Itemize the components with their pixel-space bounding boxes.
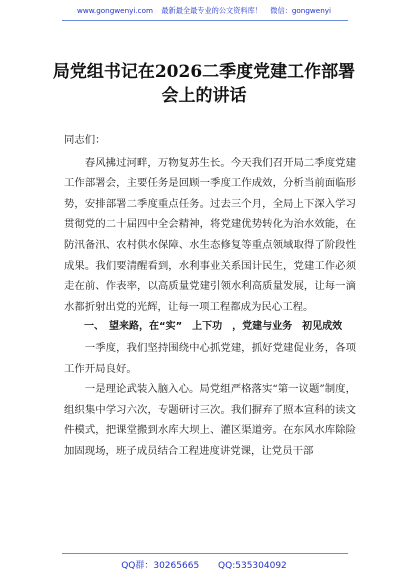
footer-qq-contact: QQ:535304092: [218, 561, 287, 571]
header-divider: [62, 20, 348, 21]
header-website-link[interactable]: www.gongwenyi.com: [76, 6, 154, 15]
document-body: [64, 130, 356, 462]
title-line-1: 局党组书记在2026二季度党建工作部署: [52, 62, 356, 82]
header-wechat: 微信：gongwenyi: [270, 6, 332, 15]
document-title: [40, 60, 368, 108]
page-header: [0, 6, 408, 16]
salutation: 同志们：: [64, 134, 106, 146]
footer-divider: [62, 553, 348, 554]
page-footer: [0, 558, 408, 571]
footer-qq-group: QQ群：30265665: [121, 561, 200, 571]
section1-point1-paragraph: 一是理论武装入脑入心。局党组严格落实“第一议题”制度，组织集中学习六次，专题研讨三次。我们摒弃了照本宣科的读文件模式，把课堂搬到水库大坝上、灌区渠道旁。在东风水库除险加固现场，班子成员结合工程进度讲党课，让党员干部: [64, 383, 356, 457]
section1-intro-paragraph: 一季度，我们坚持围绕中心抓党建，抓好党建促业务，各项工作开局良好。: [64, 341, 356, 375]
opening-paragraph: 春风拂过河畔，万物复苏生长。今天我们召开局二季度党建工作部署会，主要任务是回顾一季度工作成效，分析当前面临形势，安排部署二季度重点任务。过去三个月，全局上下深入学习贯彻党的二十届四中全会精神，将党建优势转化为治水效能，在防汛备汛、农村供水保障、水生态修复等重点领域取得了阶段性成果。我们要清醒看到，水利事业关系国计民生，党建工作必须走在前、作表率，以高质量党建引领水利高质量发展，让每一滴水都折射出党的光辉，让每一项工程都成为民心工程。: [64, 156, 356, 313]
header-slogan: 最新最全最专业的公文资料库！: [161, 6, 262, 15]
section-heading-1: 一、 望来路，在“实” 上下功 ，党建与业务 初见成效: [84, 321, 343, 333]
title-line-2: 会上的讲话: [161, 86, 247, 106]
